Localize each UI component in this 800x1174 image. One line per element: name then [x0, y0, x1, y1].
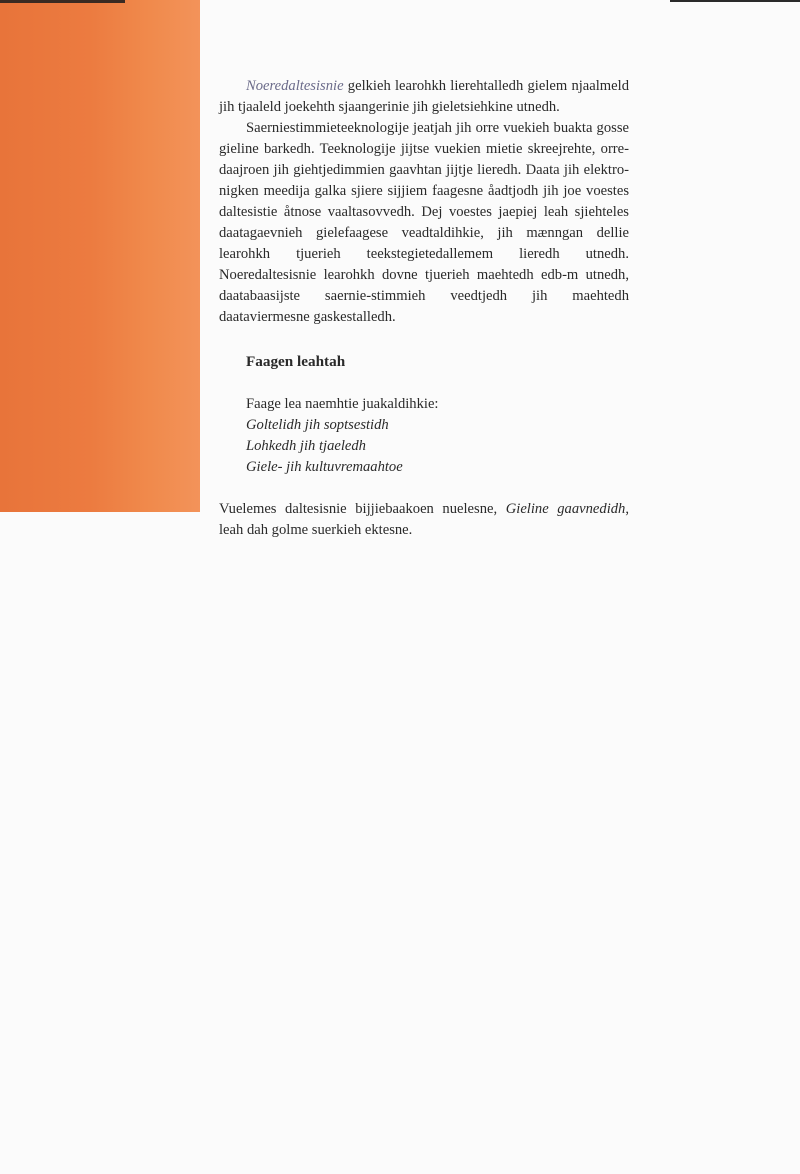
list-intro: Faage lea naemhtie juakaldihkie: [246, 396, 439, 412]
technology-paragraph: Saerniestimmieteeknologije jeatjah jih orre vuekieh buakta gosse gieline barkedh. Teeknologije jijtse vuekien mietie skreejrehte, orre-daajroen jih giehtjedimmien gaavhtan jijtje lieredh. Daata jih elektro-nigken meedija galka sjiere sijjiem faagesne åadtjodh jih joe voestes daltesistie åtnose vaaltasovvedh. Dej voestes jaepiej leah sjiehteles daatagaevnieh gielefaagese veadtaldihkie, jih mænngan dellie learohkh tjuerieh teekstegietedallemem lieredh utnedh. Noeredaltesisnie learohkh dovne tjuerieh maehtedh edb-m utnedh, daatabaasijste saernie-stimmieh veedtjedh jih maehtedh daataviermesne gaskestalledh. [219, 120, 629, 325]
list-item: Lohkedh jih tjaeledh [246, 438, 366, 454]
document-body [219, 76, 629, 541]
top-edge-rule [670, 0, 800, 2]
list-item: Goltelidh jih soptsestidh [246, 417, 389, 433]
closing-italic-title: Gieline gaavnedidh [505, 501, 626, 517]
closing-paragraph [219, 499, 629, 541]
orange-side-panel [0, 0, 200, 512]
subject-area-list [246, 415, 629, 478]
closing-text-before: Vuelemes daltesisnie bijjiebaakoen nuelesne, [219, 501, 506, 517]
closing-text-after: , leah dah golme suerkieh ektesne. [219, 501, 629, 538]
section-heading: Faagen leahtah [246, 353, 346, 370]
intro-paragraph-text: gelkieh learohkh lierehtalledh gielem njaalmeld jih tjaaleld joekehth sjaangerinie jih gieletsiehkine utnedh. [219, 78, 629, 115]
list-item: Giele- jih kultuvremaahtoe [246, 459, 403, 475]
intro-paragraph [219, 76, 629, 118]
intro-lead-term: Noeredaltesisnie [246, 78, 344, 94]
